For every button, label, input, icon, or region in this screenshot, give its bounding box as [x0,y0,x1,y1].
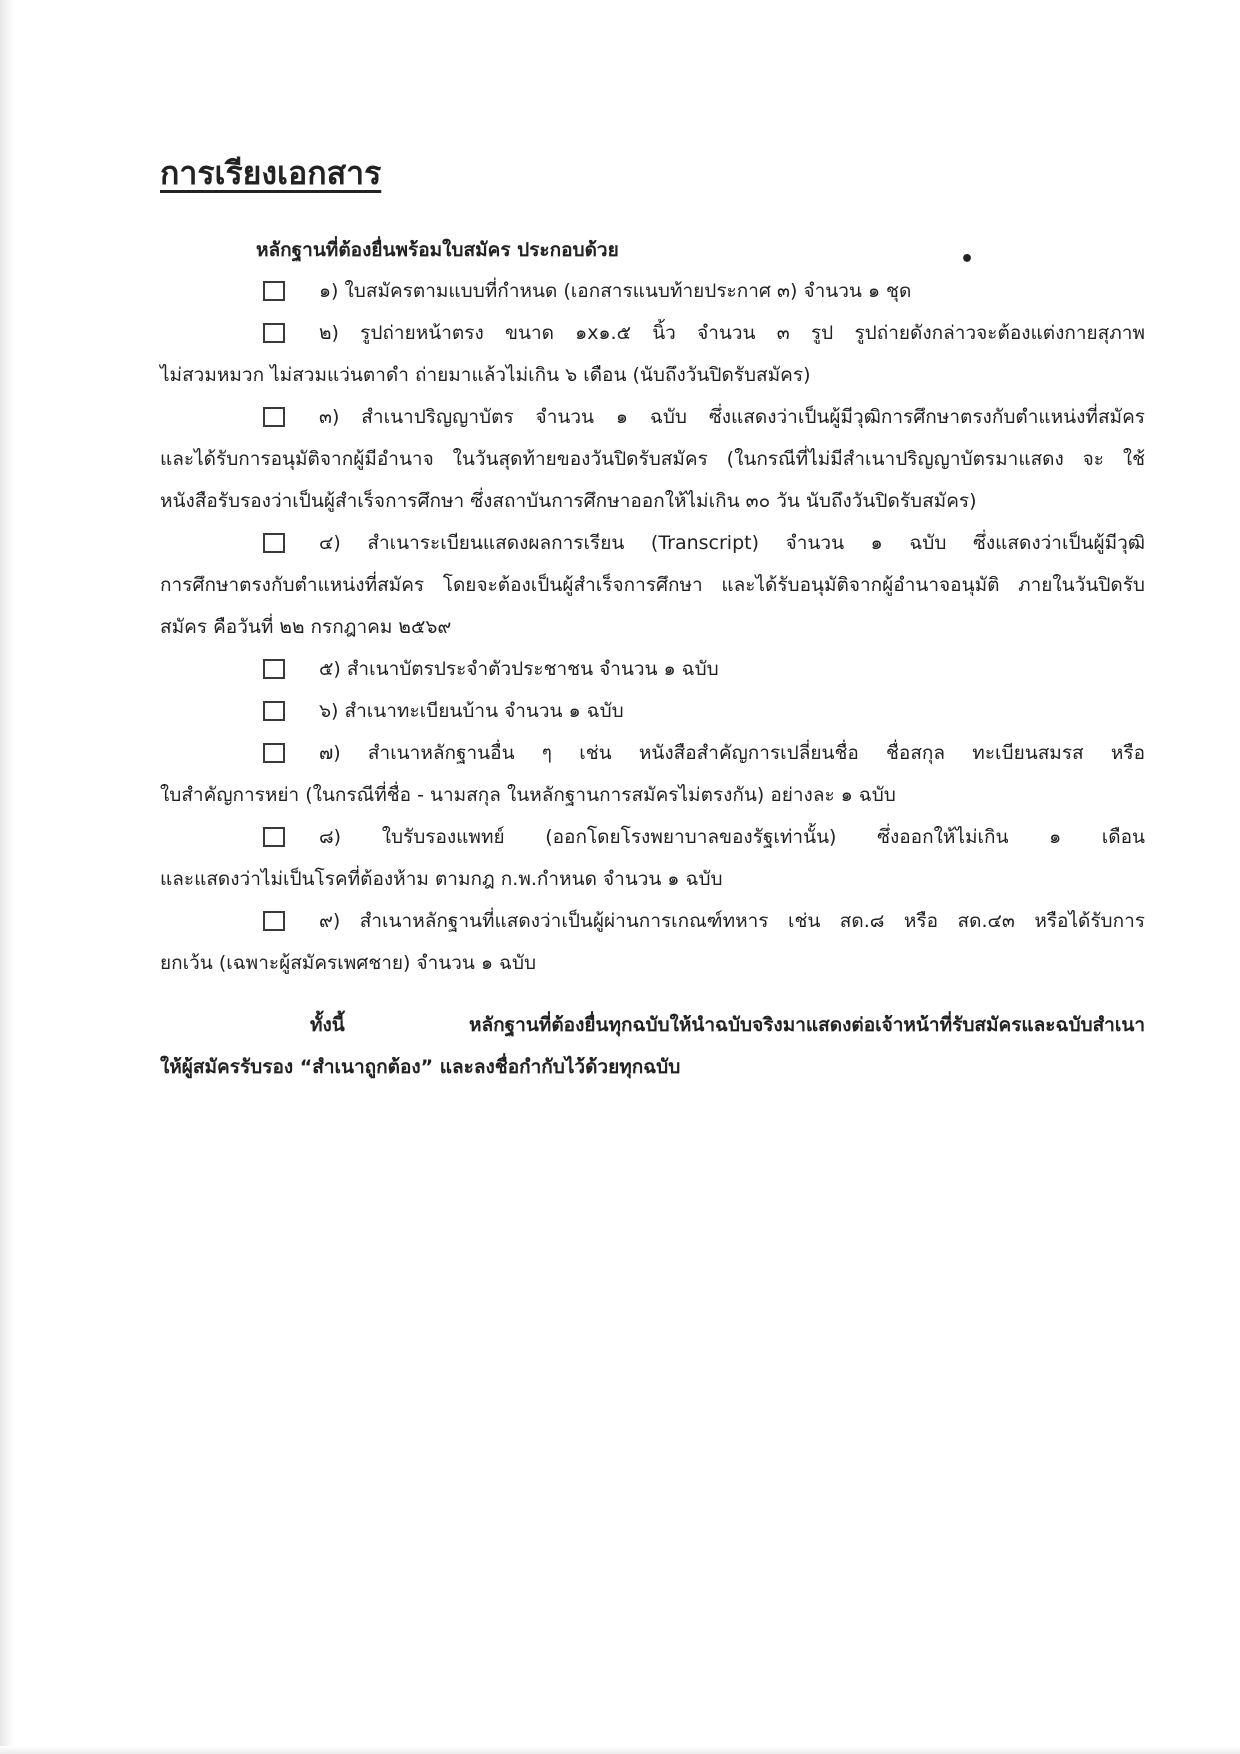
item-4-text: ๔) สำเนาระเบียนแสดงผลการเรียน (Transcript) จำนวน ๑ ฉบับ ซึ่งแสดงว่าเป็นผู้มีวุฒิ [319,532,1145,554]
item-2-continuation: ไม่สวมหมวก ไม่สวมแว่นตาดำ ถ่ายมาแล้วไม่เกิน ๖ เดือน (นับถึงวันปิดรับสมัคร) [160,364,811,386]
checkbox-item-8[interactable] [263,827,285,847]
item-1-text: ๑) ใบสมัครตามแบบที่กำหนด (เอกสารแนบท้ายประกาศ ๓) จำนวน ๑ ชุด [319,280,912,302]
scan-page-edge [0,0,14,1754]
document-body [160,150,1145,1088]
scan-page-bottom-edge [0,1746,1240,1754]
item-3-continuation: และได้รับการอนุมัติจากผู้มีอำนาจ ในวันสุดท้ายของวันปิดรับสมัคร (ในกรณีที่ไม่มีสำเนาปริญญาบัตรมาแสดง จะ ใช้หนังสือรับรองว่าเป็นผู้สำเร็จการศึกษา ซึ่งสถาบันการศึกษาออกให้ไม่เกิน ๓๐ วัน นับถึงวันปิดรับสมัคร) [160,448,1145,512]
intro-heading [256,230,1145,270]
checklist-item-6 [160,690,1145,732]
item-9-text: ๙) สำเนาหลักฐานที่แสดงว่าเป็นผู้ผ่านการเกณฑ์ทหาร เช่น สด.๘ หรือ สด.๔๓ หรือได้รับการ [319,910,1145,932]
checkbox-item-2[interactable] [263,323,285,343]
checklist-item-9 [160,900,1145,984]
document-title: การเรียงเอกสาร [160,154,382,192]
item-2-text: ๒) รูปถ่ายหน้าตรง ขนาด ๑x๑.๕ นิ้ว จำนวน ๓ รูป รูปถ่ายดังกล่าวจะต้องแต่งกายสุภาพ [319,322,1145,344]
checklist-item-7 [160,732,1145,816]
closing-line-2: ให้ผู้สมัครรับรอง “สำเนาถูกต้อง” และลงชื่อกำกับไว้ด้วยทุกฉบับ [160,1056,681,1078]
item-8-text: ๘) ใบรับรองแพทย์ (ออกโดยโรงพยาบาลของรัฐเท่านั้น) ซึ่งออกให้ไม่เกิน ๑ เดือน [319,826,1145,848]
item-8-continuation: และแสดงว่าไม่เป็นโรคที่ต้องห้าม ตามกฎ ก.พ.กำหนด จำนวน ๑ ฉบับ [160,868,723,890]
item-7-text: ๗) สำเนาหลักฐานอื่น ๆ เช่น หนังสือสำคัญการเปลี่ยนชื่อ ชื่อสกุล ทะเบียนสมรส หรือ [319,742,1145,764]
item-9-continuation: ยกเว้น (เฉพาะผู้สมัครเพศชาย) จำนวน ๑ ฉบับ [160,952,537,974]
item-7-continuation: ใบสำคัญการหย่า (ในกรณีที่ชื่อ - นามสกุล ในหลักฐานการสมัครไม่ตรงกัน) อย่างละ ๑ ฉบับ [160,784,896,806]
item-4-continuation: การศึกษาตรงกับตำแหน่งที่สมัคร โดยจะต้องเป็นผู้สำเร็จการศึกษา และได้รับอนุมัติจากผู้อำนาจอนุมัติ ภายในวันปิดรับสมัคร คือวันที่ ๒๒ กรกฎาคม ๒๕๖๙ [160,574,1145,638]
checklist-item-8 [160,816,1145,900]
checkbox-item-9[interactable] [263,911,285,931]
checklist-item-1 [160,270,1145,312]
checklist-item-5 [160,648,1145,690]
checklist-item-4 [160,522,1145,648]
closing-line-1: ทั้งนี้ หลักฐานที่ต้องยื่นทุกฉบับให้นำฉบับจริงมาแสดงต่อเจ้าหน้าที่รับสมัครและฉบับสำเนา [310,1014,1145,1036]
item-3-text: ๓) สำเนาปริญญาบัตร จำนวน ๑ ฉบับ ซึ่งแสดงว่าเป็นผู้มีวุฒิการศึกษาตรงกับตำแหน่งที่สมัคร [319,406,1145,428]
checkbox-item-3[interactable] [263,407,285,427]
checkbox-item-4[interactable] [263,533,285,553]
stray-mark: • [960,247,975,272]
intro-text: หลักฐานที่ต้องยื่นพร้อมใบสมัคร ประกอบด้วย [256,239,619,261]
checkbox-item-7[interactable] [263,743,285,763]
closing-note [160,1004,1145,1088]
item-5-text: ๕) สำเนาบัตรประจำตัวประชาชน จำนวน ๑ ฉบับ [319,658,719,680]
checklist-item-2 [160,312,1145,396]
checklist-item-3 [160,396,1145,522]
item-6-text: ๖) สำเนาทะเบียนบ้าน จำนวน ๑ ฉบับ [319,700,624,722]
checkbox-item-6[interactable] [263,701,285,721]
checkbox-item-5[interactable] [263,659,285,679]
checkbox-item-1[interactable] [263,281,285,301]
